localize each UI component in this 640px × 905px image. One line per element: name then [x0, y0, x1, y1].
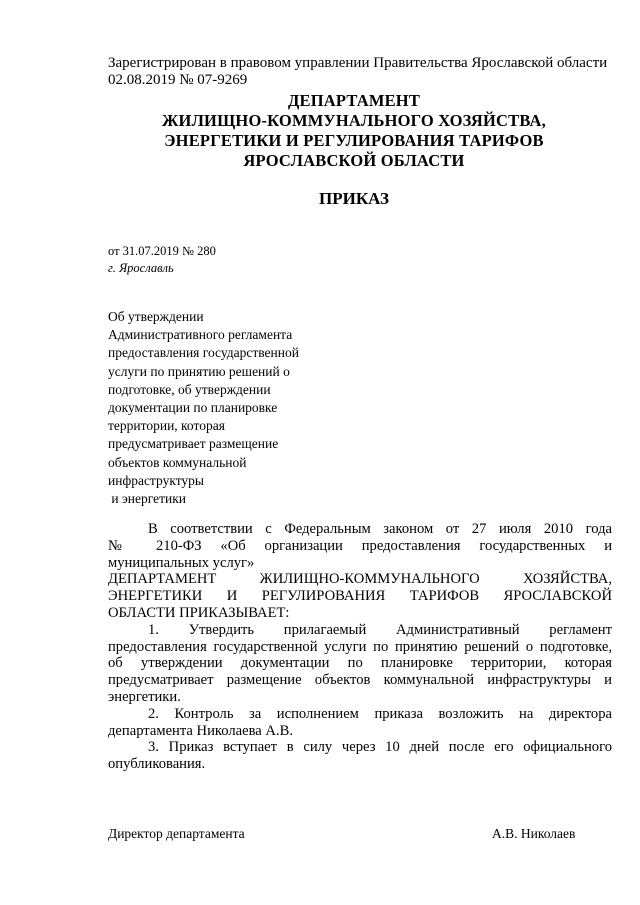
- body-paragraph-3: [108, 622, 612, 706]
- department-line: ЭНЕРГЕТИКИ И РЕГУЛИРОВАНИЯ ТАРИФОВ: [164, 131, 544, 150]
- document-body: [108, 521, 612, 773]
- body-paragraph-1: [108, 521, 612, 571]
- body-line: В соответствии с Федеральным законом от 27 июля 2010 года: [148, 521, 612, 537]
- body-line: департамента Николаева А.В.: [108, 722, 293, 739]
- body-line: № 210-ФЗ «Об организации предоставления государственных и: [108, 537, 612, 554]
- body-line: предоставления государственной услуги по принятию решений о подготовке,: [108, 638, 612, 655]
- signature-name: А.В. Николаев: [492, 826, 576, 841]
- subject-line: документации по планировке: [108, 400, 278, 416]
- document-date-number: от 31.07.2019 № 280: [108, 244, 216, 258]
- body-line: 2. Контроль за исполнением приказа возложить на директора: [148, 705, 612, 722]
- body-paragraph-4: [108, 706, 612, 740]
- subject-line: объектов коммунальной: [108, 454, 247, 470]
- body-line: муниципальных услуг»: [108, 554, 255, 571]
- subject-line: услуги по принятию решений о: [108, 363, 290, 379]
- department-line: ЯРОСЛАВСКОЙ ОБЛАСТИ: [243, 151, 465, 170]
- subject-line: Административного регламента: [108, 327, 293, 343]
- subject-line: предусматривает размещение: [108, 436, 279, 452]
- body-line: ЭНЕРГЕТИКИ И РЕГУЛИРОВАНИЯ ТАРИФОВ ЯРОСЛАВСКОЙ: [108, 588, 612, 605]
- body-paragraph-2: [108, 571, 612, 621]
- registration-stamp: [108, 55, 613, 89]
- subject-line: предоставления государственной: [108, 345, 299, 361]
- registration-line: Зарегистрирован в правовом управлении Правительства Ярославской области: [108, 55, 608, 71]
- body-line: ОБЛАСТИ ПРИКАЗЫВАЕТ:: [108, 604, 290, 621]
- body-line: 3. Приказ вступает в силу через 10 дней после его официального: [148, 739, 612, 756]
- document-city: г. Ярославль: [108, 261, 174, 275]
- body-line: энергетики.: [108, 688, 181, 705]
- signature-position: Директор департамента: [108, 826, 245, 841]
- body-line: ДЕПАРТАМЕНТ ЖИЛИЩНО-КОММУНАЛЬНОГО ХОЗЯЙСТВА,: [108, 571, 612, 588]
- body-line: опубликования.: [108, 756, 206, 773]
- subject-line: территории, которая: [108, 418, 225, 434]
- subject-line: подготовке, об утверждении: [108, 381, 271, 397]
- subject-line: Об утверждении: [108, 309, 204, 324]
- department-line: ДЕПАРТАМЕНТ: [287, 91, 421, 110]
- document-title: ПРИКАЗ: [319, 189, 389, 208]
- department-line: ЖИЛИЩНО-КОММУНАЛЬНОГО ХОЗЯЙСТВА,: [162, 111, 546, 130]
- document-subject: [108, 308, 353, 508]
- subject-line: инфраструктуры: [108, 472, 204, 488]
- document-meta: [108, 243, 216, 277]
- body-line: предусматривает размещение объектов коммунальной инфраструктуры и: [108, 672, 612, 689]
- department-header: [100, 91, 608, 171]
- registration-number: 02.08.2019 № 07-9269: [108, 72, 248, 88]
- subject-line: и энергетики: [108, 491, 186, 507]
- body-line: об утверждении документации по планировке территории, которая: [108, 655, 612, 672]
- body-line: 1. Утвердить прилагаемый Административный регламент: [148, 621, 612, 638]
- body-paragraph-5: [108, 739, 612, 773]
